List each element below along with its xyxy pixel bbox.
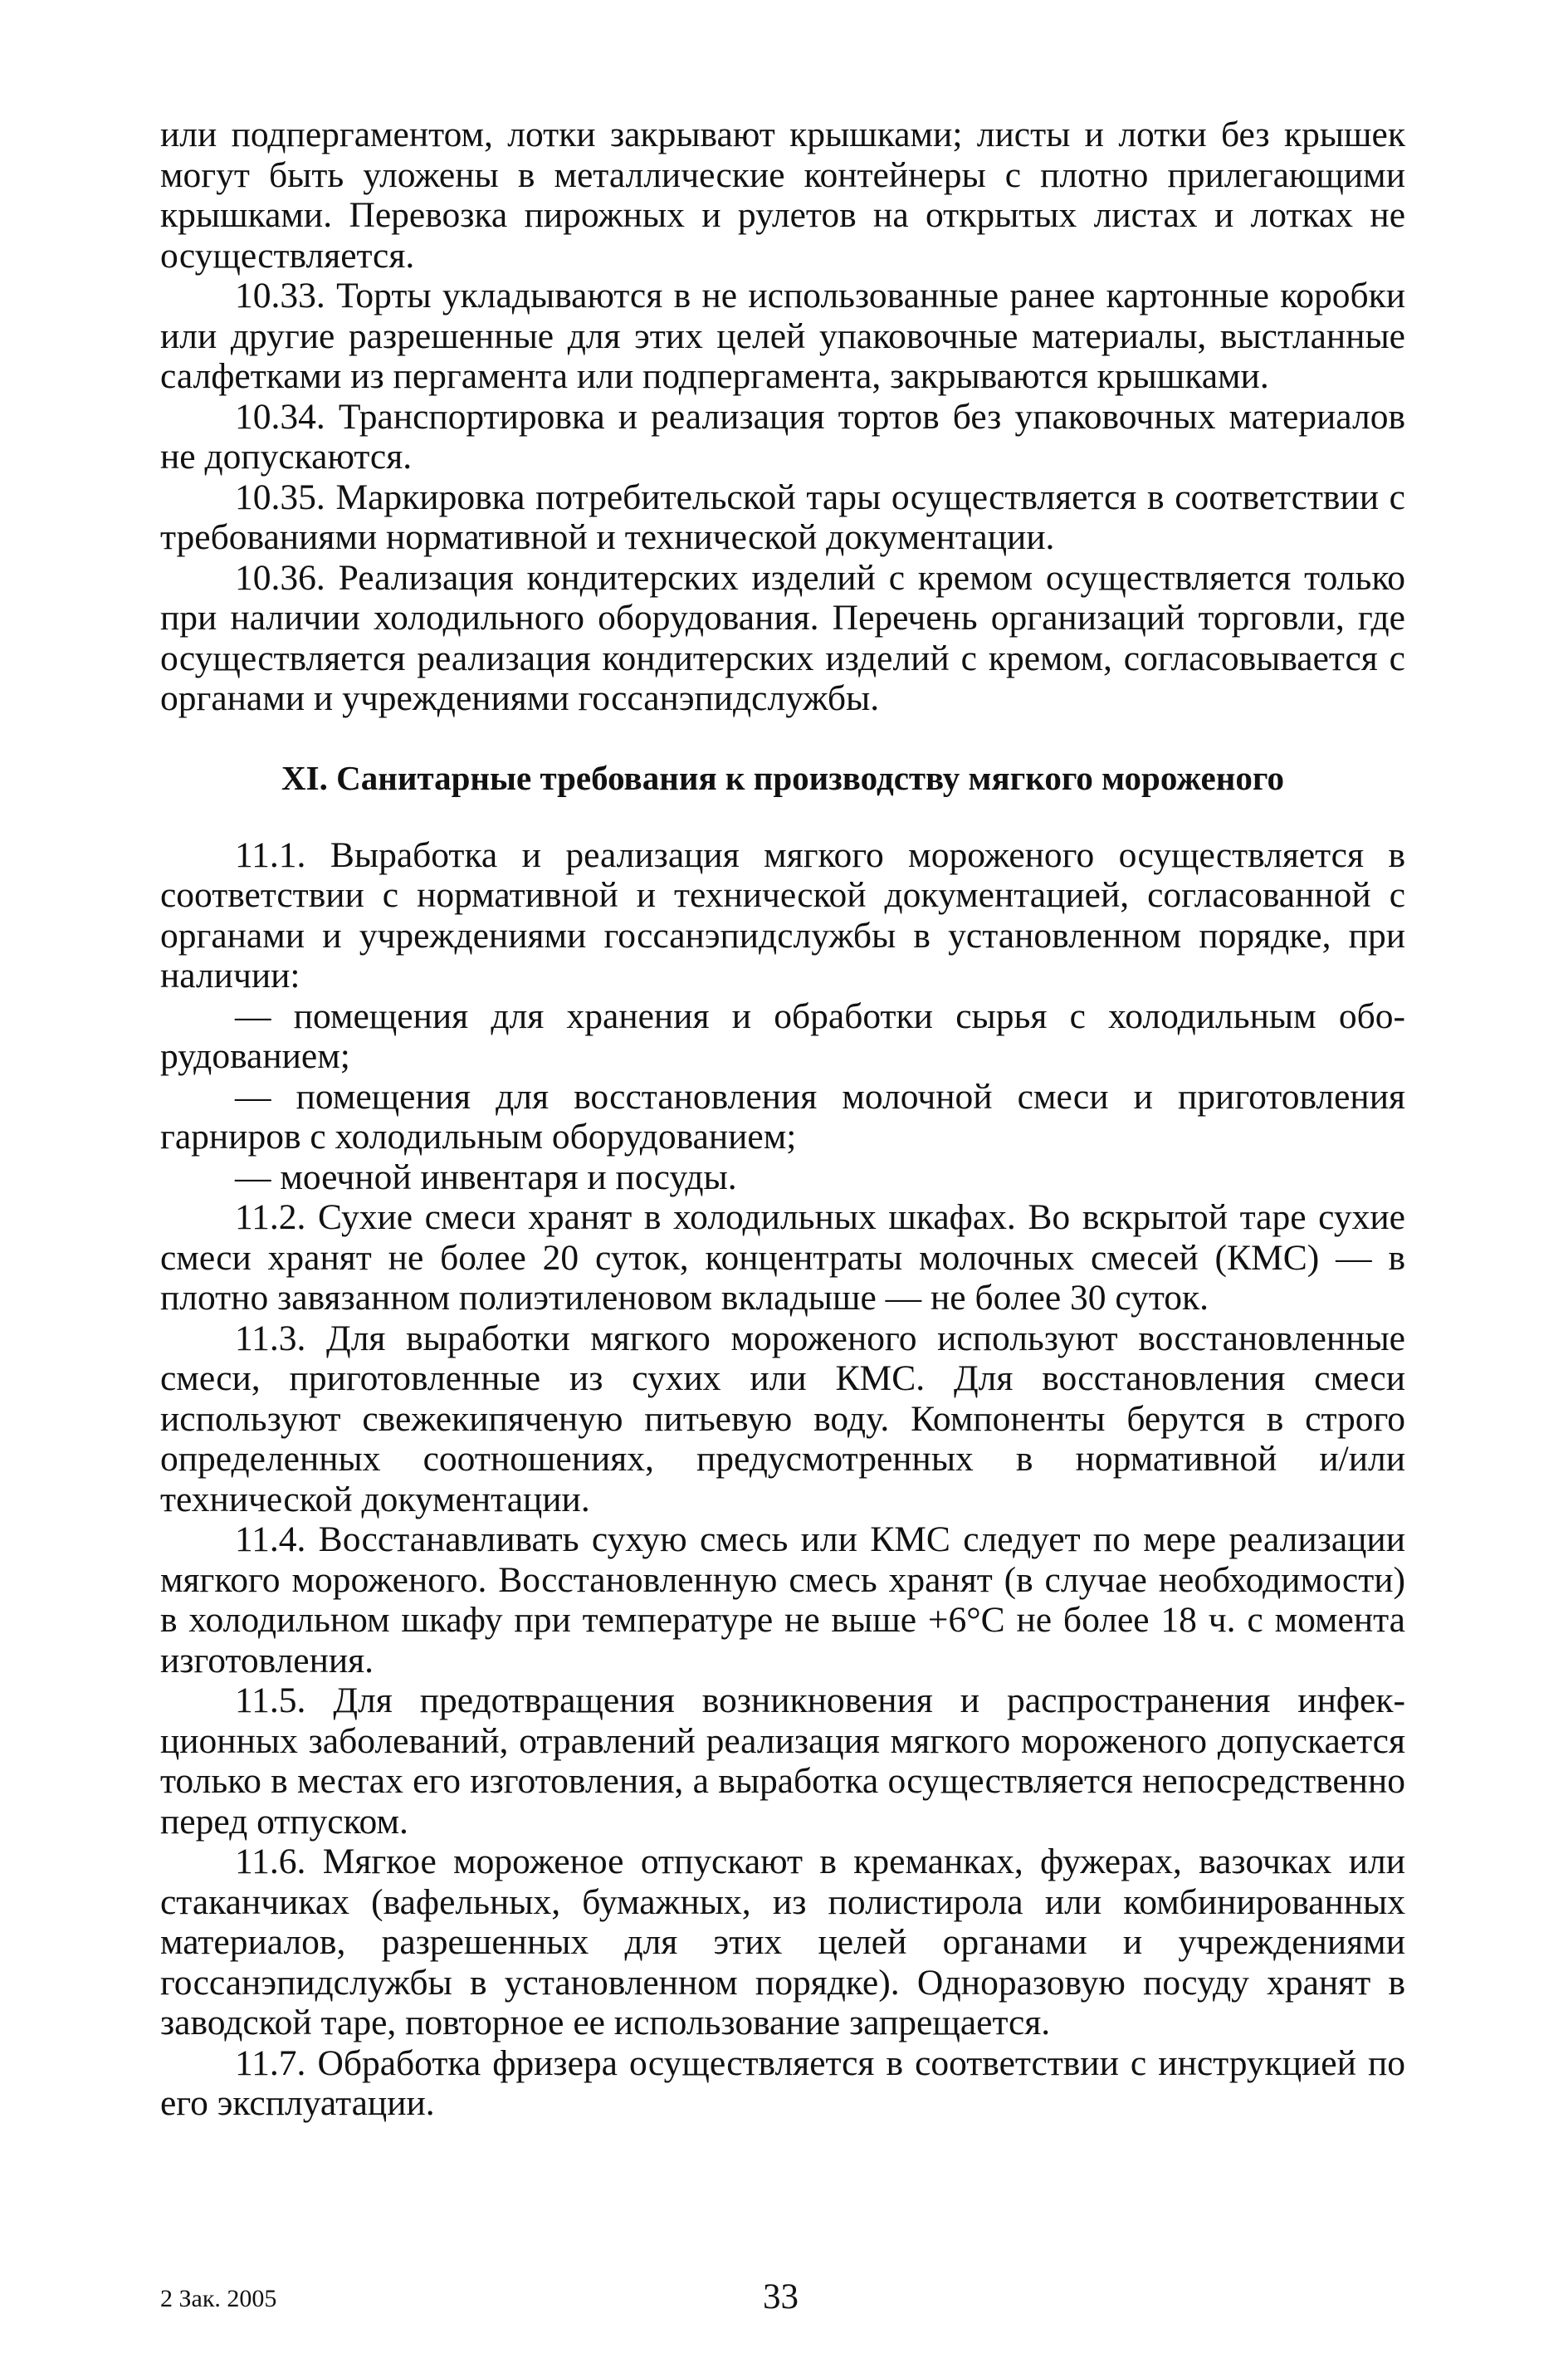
page-number: 33 bbox=[763, 2277, 799, 2316]
document-page bbox=[160, 115, 1405, 2124]
list-item-washing-room: — моечной инвентаря и посуды. bbox=[235, 1157, 737, 1197]
paragraph-continued: или подпергаментом, лотки закрывают крышками; листы и лотки без крышек могут быть уложены в металлические контейнеры с плотно прилегающими крышками. Перевозка пирожных и рулетов на открытых листах и лотках не осуществляется. bbox=[160, 115, 1405, 276]
paragraph-11-7: 11.7. Обработка фризера осуществляется в соответствии с инструкцией по его эксплуатации. bbox=[160, 2042, 1405, 2123]
paragraph-10-35: 10.35. Маркировка потребительской тары осуществляется в соответствии с требованиями нормативной и технической документации. bbox=[160, 477, 1405, 557]
paragraph-11-2: 11.2. Сухие смеси хранят в холодильных шкафах. Во вскрытой таре сухие смеси хранят не более 20 суток, концентраты молочных смесей (КМС) — в плотно завязанном полиэтиленовом вкладыше — не более 30 суток. bbox=[160, 1197, 1405, 1318]
text-block-after bbox=[160, 835, 1405, 2124]
paragraph-11-4: 11.4. Восстанавливать сухую смесь или КМС следует по мере реализации мягкого мороженого. Восстановленную смесь хранят (в случае необходимости) в холодильном шкафу при температуре не выше +6°С не более 18 ч. с момента изготовления. bbox=[160, 1519, 1405, 1680]
paragraph-11-1: 11.1. Выработка и реализация мягкого мороженого осуществляется в соответствии с нормативной и технической документацией, согласованной с органами и учреждениями госсанэпидслужбы в установленном порядке, при наличии: bbox=[160, 834, 1405, 996]
page-footer bbox=[160, 2277, 1405, 2318]
text-block-before bbox=[160, 115, 1405, 719]
paragraph-11-3: 11.3. Для выработки мягкого мороженого используют восстановленные смеси, приготовленные из сухих или КМС. Для восстановления смеси используют свежекипяченую питьевую воду. Компоненты берутся в строго определенных соотношениях, предусмотренных в нормативной и/или технической документации. bbox=[160, 1318, 1405, 1519]
paragraph-10-36: 10.36. Реализация кондитерских изделий с кремом осуществляется только при наличии холодильного оборудования. Перечень организаций торговли, где осуществляется реализация кондитерских изделий с кремом, согласовывается с органами и учреждениями госсанэпидслужбы. bbox=[160, 557, 1405, 718]
list-item-raw-materials-room: — помещения для хранения и обработки сырья с холодильным оборудованием; bbox=[160, 996, 1405, 1076]
paragraph-11-6: 11.6. Мягкое мороженое отпускают в креманках, фужерах, вазочках или стаканчиках (вафельных, бумажных, из полистирола или комбинированных материалов, разрешенных для этих целей органами и учреждениями госсанэпидслужбы в установленном порядке). Одноразовую посуду хранят в заводской таре, повторное ее использование запрещается. bbox=[160, 1842, 1405, 2042]
section-title: XI. Санитарные требования к производству мягкого мороженого bbox=[281, 758, 1284, 797]
paragraph-11-5: 11.5. Для предотвращения возникновения и распространения инфекционных заболеваний, отравлений реализация мягкого мороженого допускается только в местах его изготовления, а выработка осуществляется непосредственно перед отпуском. bbox=[160, 1680, 1405, 1842]
paragraph-10-34: 10.34. Транспортировка и реализация тортов без упаковочных материалов не допускаются. bbox=[160, 396, 1405, 477]
paragraph-10-33: 10.33. Торты укладываются в не использованные ранее картонные коробки или другие разрешенные для этих целей упаковочные материалы, выстланные салфетками из пергамента или подпергамента, закрываются крышками. bbox=[160, 276, 1405, 396]
print-order-note: 2 Зак. 2005 bbox=[160, 2285, 277, 2312]
list-item-mix-restoration-room: — помещения для восстановления молочной смеси и приготовления гарниров с холодильным оборудованием; bbox=[160, 1076, 1405, 1157]
